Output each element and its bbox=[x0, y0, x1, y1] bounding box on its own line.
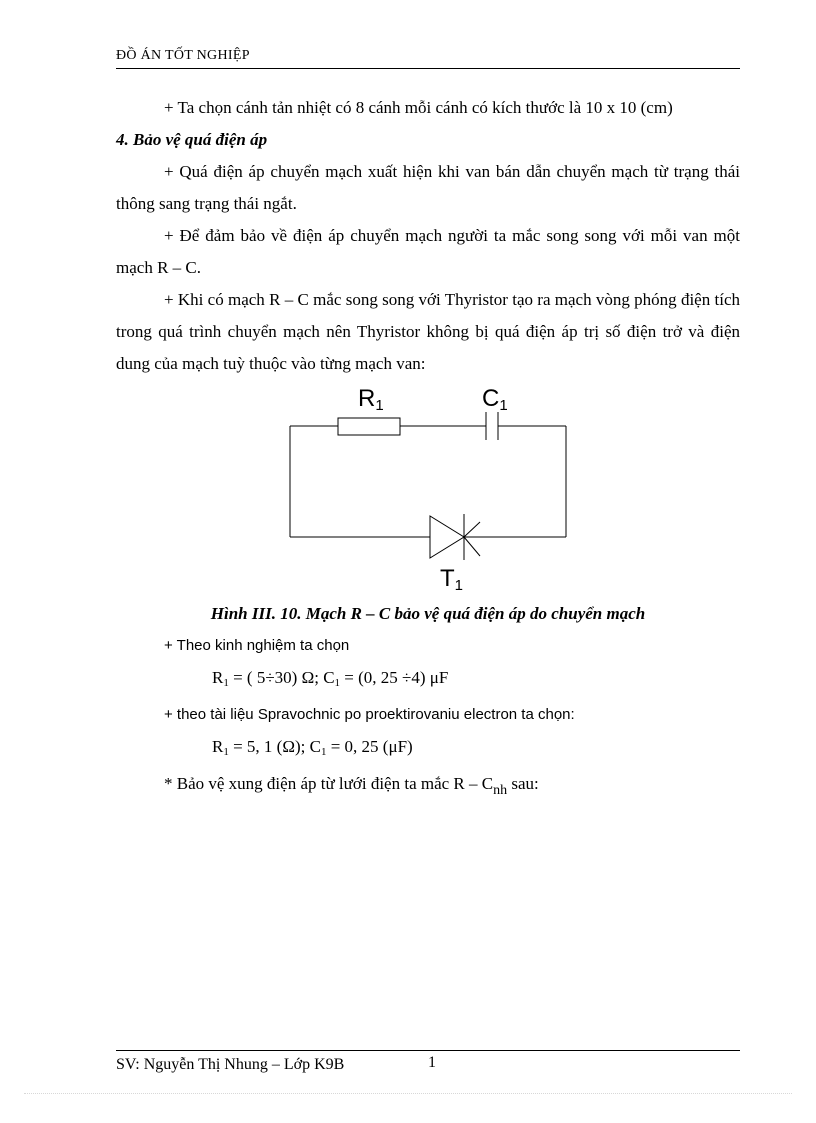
thyristor-t1-triangle bbox=[430, 516, 464, 558]
thyristor-t1-gate-lower bbox=[464, 537, 480, 556]
formula-reference: $R_1 = 5$, 1 (Ω); $C_1 = 0$, 25 (μF) bbox=[212, 737, 413, 758]
rc-circuit-diagram bbox=[116, 386, 740, 598]
paragraph-heat-sink: + Ta chọn cánh tản nhiệt có 8 cánh mỗi cánh có kích thước là 10 x 10 (cm) bbox=[164, 98, 673, 117]
line-experience: + Theo kinh nghiệm ta chọn bbox=[164, 637, 350, 654]
document-header: ĐỒ ÁN TỐT NGHIỆP bbox=[116, 48, 250, 63]
resistor-label: $R_1$ bbox=[358, 385, 384, 414]
footer-rule bbox=[116, 1050, 740, 1051]
line-reference: + theo tài liệu Spravochnic po proektirovaniu electron ta chọn: bbox=[164, 706, 575, 723]
paragraph-rc-parallel: + Để đảm bảo về điện áp chuyển mạch người ta mắc song song với mỗi van một mạch R – C. bbox=[116, 226, 740, 277]
thyristor-label: $T_1$ bbox=[440, 565, 464, 594]
footer-author: SV: Nguyễn Thị Nhung – Lớp K9B bbox=[116, 1056, 345, 1073]
figure-caption: Hình III. 10. Mạch R – C bảo vệ quá điện áp do chuyển mạch bbox=[210, 604, 646, 623]
capacitor-label: $C_1$ bbox=[482, 385, 508, 414]
resistor-r1 bbox=[338, 418, 400, 435]
paragraph-switching-overvoltage: + Quá điện áp chuyển mạch xuất hiện khi van bán dẫn chuyển mạch từ trạng thái thông sang trạng thái ngắt. bbox=[116, 162, 740, 213]
header-rule bbox=[116, 68, 740, 69]
thyristor-t1-gate-upper bbox=[464, 522, 480, 537]
line-grid-protection: * Bảo vệ xung điện áp từ lưới điện ta mắc R – $C_{nh}$ sau: bbox=[164, 774, 539, 798]
page-content bbox=[116, 92, 740, 807]
paragraph-thyristor: + Khi có mạch R – C mắc song song với Thyristor tạo ra mạch vòng phóng điện tích trong quá trình chuyển mạch nên Thyristor không bị quá điện áp trị số điện trở và điện dung của mạch tuỳ thuộc vào từng mạch van: bbox=[116, 290, 740, 373]
page-bottom-divider bbox=[24, 1093, 792, 1094]
section-heading: 4. Bảo vệ quá điện áp bbox=[116, 130, 268, 149]
formula-experience: $R_1$ = ( 5÷30) Ω; $C_1 = (0$, 25 ÷4) μF bbox=[212, 668, 449, 689]
page-number: 1 bbox=[428, 1054, 436, 1071]
circuit-svg bbox=[116, 386, 740, 598]
